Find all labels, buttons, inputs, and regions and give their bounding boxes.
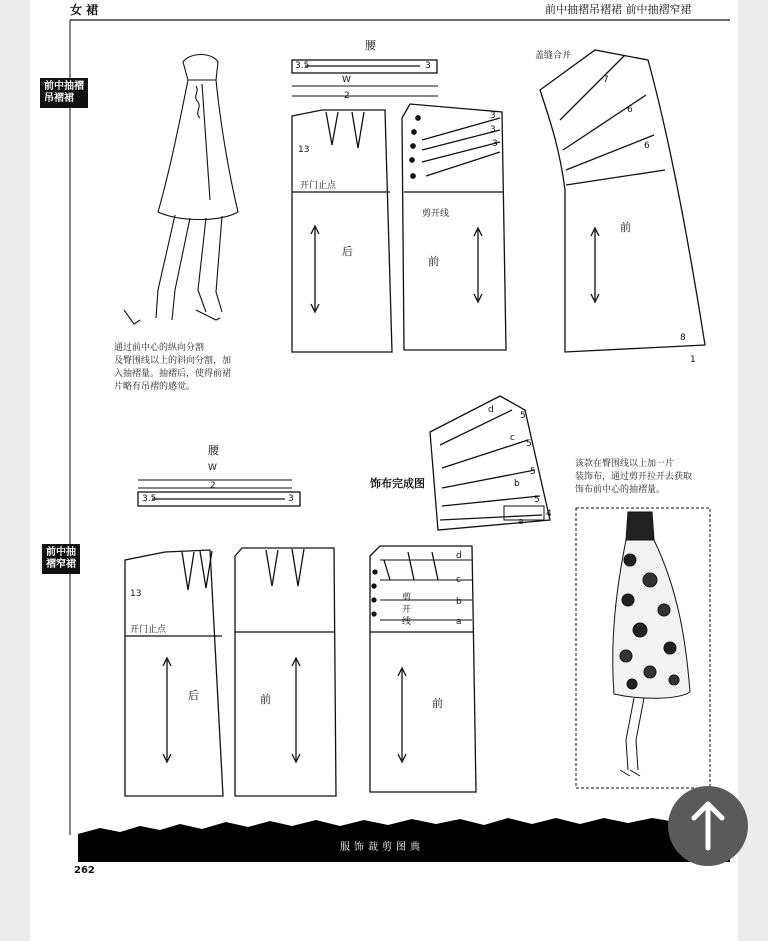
label-3-front-c: 3: [492, 139, 498, 149]
label-front-top: 前: [428, 255, 439, 268]
label-2-bottom: 2: [210, 481, 216, 491]
label-d-split: d: [456, 551, 462, 561]
bottom-waistband: [138, 480, 300, 506]
footer-title: 服饰裁剪图典: [340, 842, 424, 853]
label-side-seam: 盖缝合并: [535, 51, 572, 61]
caption-bottom: 该款在臀围线以上加一片 装饰布，通过剪开拉开去获取 饰布前中心的抽褶量。: [575, 459, 693, 495]
label-b-decor: b: [514, 479, 520, 489]
label-front-bottom: 前: [260, 693, 271, 706]
caption-top: 通过前中心的纵向分割 及臀围线以上的斜向分割，加 入抽褶量。抽褶后，使得前裙 片略有吊褶的感觉。: [114, 343, 232, 392]
label-5-decor-d: 5: [534, 495, 540, 505]
label-opening-top: 开门止点: [300, 181, 337, 191]
footer-band: [78, 817, 730, 862]
label-6-top-a: 6: [627, 105, 633, 115]
document-page: [30, 0, 738, 941]
decor-piece-pattern: [430, 396, 550, 530]
label-waist-bottom: 腰: [208, 444, 219, 457]
label-back-bottom: 后: [188, 689, 199, 702]
label-6-top-b: 6: [644, 141, 650, 151]
label-cut-1: 剪: [402, 593, 412, 603]
label-c-split: c: [456, 575, 461, 585]
top-front-pattern: [402, 104, 506, 350]
label-3-5-bottom: 3.5: [142, 494, 157, 504]
label-c-decor: c: [510, 433, 515, 443]
label-3-top: 3: [425, 61, 431, 71]
label-3-front-a: 3: [490, 111, 496, 121]
label-w-top: W: [342, 75, 351, 85]
section-tag-1: 前中抽褶 吊褶裙: [40, 78, 88, 108]
label-3-5-top: 3.5: [295, 61, 310, 71]
bottom-back-pattern: [125, 550, 223, 796]
label-a-decor: a: [518, 517, 524, 527]
label-cut-3: 线: [402, 617, 412, 627]
label-cut-line-top: 剪开线: [422, 209, 450, 219]
label-d-decor: d: [488, 405, 494, 415]
label-3-front-b: 3: [490, 125, 496, 135]
header-title: 前中抽褶吊褶裙 前中抽褶窄裙: [545, 3, 692, 16]
label-2-top: 2: [344, 91, 350, 101]
arrow-up-icon: [668, 786, 748, 866]
label-opening-bottom: 开门止点: [130, 625, 167, 635]
label-8: 8: [680, 333, 686, 343]
top-waistband: [292, 60, 438, 96]
label-5-decor-c: 5: [530, 467, 536, 477]
header-section: 女 裙: [70, 3, 99, 17]
top-front-finished-pattern: [540, 50, 705, 352]
label-back-top: 后: [342, 245, 353, 258]
label-waist-top: 腰: [365, 39, 376, 52]
label-5-decor-b: 5: [526, 439, 532, 449]
label-1: 1: [690, 355, 696, 365]
label-4-decor: 4: [546, 509, 552, 519]
bottom-front-pattern: [235, 548, 336, 796]
label-cut-2: 开: [402, 605, 412, 615]
label-front-split: 前: [432, 697, 443, 710]
scroll-to-top-button[interactable]: [668, 786, 748, 866]
label-3-bottom: 3: [288, 494, 294, 504]
label-w-bottom: W: [208, 463, 217, 473]
label-13-top: 13: [298, 145, 310, 155]
label-b-split: b: [456, 597, 462, 607]
top-figure-illustration: [124, 55, 238, 325]
label-7-top: 7: [603, 75, 609, 85]
section-tag-2: 前中抽 褶窄裙: [42, 544, 80, 574]
label-decor-done: 饰布完成图: [370, 477, 425, 490]
page-number: 262: [74, 865, 95, 876]
label-a-split: a: [456, 617, 462, 627]
label-13-bottom: 13: [130, 589, 142, 599]
bottom-figure-illustration: [576, 508, 710, 788]
label-5-decor-a: 5: [520, 411, 526, 421]
label-front-finished: 前: [620, 221, 631, 234]
